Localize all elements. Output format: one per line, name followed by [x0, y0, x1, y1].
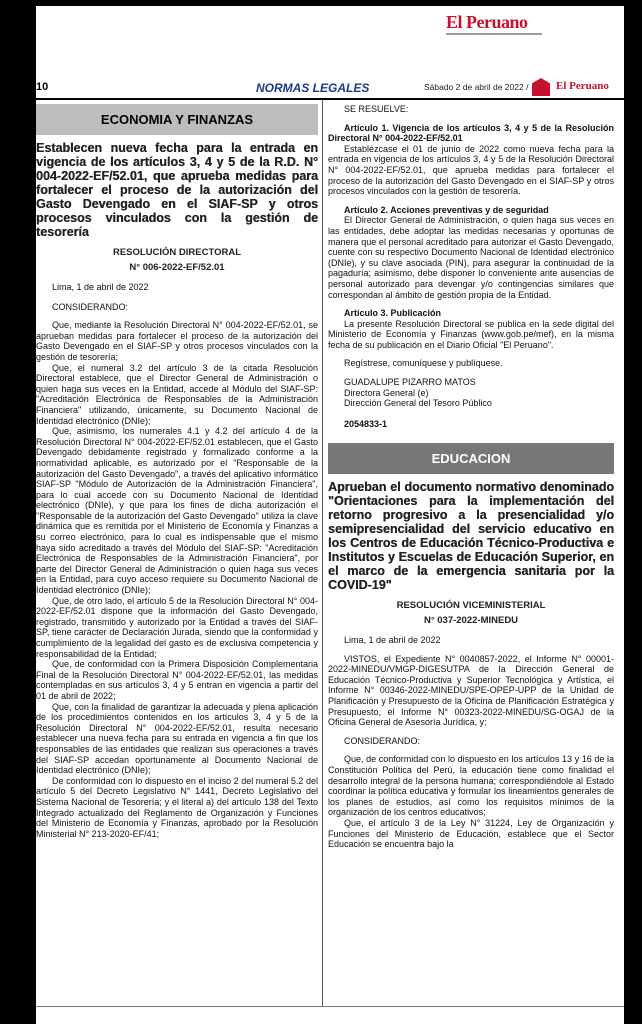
considerando-heading-educacion: CONSIDERANDO:: [344, 735, 421, 746]
left-column: [36, 104, 318, 839]
considerando-heading: CONSIDERANDO:: [52, 301, 129, 312]
place-date-educacion: Lima, 1 de abril de 2022: [344, 635, 441, 646]
section-bar-educacion: EDUCACION: [328, 443, 614, 474]
article-3-text: La presente Resolución Directoral se publica en la sede digital del Ministerio de Economía y Finanzas (www.gob.pe/mef), en la misma fecha de su publicación en el Diario Oficial "El Peruano".: [328, 318, 614, 350]
section-bar-economia: ECONOMIA Y FINANZAS: [36, 104, 318, 135]
paragraph: Que, mediante la Resolución Directoral N° 004-2022-EF/52.01, se aprueban medidas para fortalecer el proceso de la autorización del Gasto Devengado en el SIAF-SP y otros procesos vinculados con la gestión de tesorería;: [36, 320, 318, 362]
vistos-paragraph: VISTOS, el Expediente N° 0040857-2022, el Informe N° 00001-2022-MINEDU/VMGP-DIGESUTPA de la Dirección General de Educación Técnico-Productiva y Superior Tecnológica y Artística, el Informe N° 00346-2022-MINEDU/SPE-OPEP-UPP de la Unidad de Planificación y Presupuesto de la Oficina de Planificación Estratégica y Presupuesto, el Informe N° 00323-2022-MINEDU/SG-OGAJ de la Oficina General de Asesoría Jurídica, y;: [328, 653, 614, 728]
paragraph: Que, de conformidad con lo dispuesto en los artículos 13 y 16 de la Constitución Política del Perú, la educación tiene como finalidad el desarrollo integral de la persona humana; correspondiéndole al Estado coordinar la política educativa y formular los lineamientos generales de los planes de estudios, así como los requisitos mínimos de la organización de los centros educativos;: [328, 754, 614, 818]
page-header: [36, 78, 624, 98]
masthead-underline: [446, 33, 542, 35]
footer-divider: [36, 1006, 624, 1007]
paragraph: De conformidad con lo dispuesto en el inciso 2 del numeral 5.2 del artículo 5 del Decreto Legislativo N° 1441, Decreto Legislativo del Sistema Nacional de Tesorería; y el literal a) del artículo 138 del Texto Integrado actualizado del Reglamento de Organización y Funciones del Ministerio de Economía y Finanzas, aprobado por la Resolución Ministerial N° 213-2020-EF/41;: [36, 775, 318, 839]
crest-icon: [532, 78, 550, 96]
column-divider: [322, 100, 323, 1006]
resolution-number-educacion: N° 037-2022-MINEDU: [423, 615, 519, 627]
place-date: Lima, 1 de abril de 2022: [52, 282, 149, 292]
masthead-logo: El Peruano: [446, 12, 528, 32]
paragraph: Que, el numeral 3.2 del artículo 3 de la citada Resolución Directoral establece, que el Director General de Administración o quien haga sus veces en la Entidad, accede al Módulo del SIAF-SP: "Acreditación Electrónica de Responsables de la Administración Financiera" utilizando, únicamente, su Documento Nacional de Identidad electrónico (DNIe);: [36, 362, 318, 426]
scan-border-right: [624, 0, 642, 1024]
signer-office: Dirección General del Tesoro Público: [344, 398, 492, 409]
header-date: Sábado 2 de abril de 2022 /: [424, 82, 529, 92]
document-code: 2054833-1: [344, 418, 388, 429]
header-divider: [36, 98, 624, 100]
resolution-number: N° 006-2022-EF/52.01: [129, 262, 225, 273]
right-column: [328, 104, 614, 850]
article-2-text: El Director General de Administración, o quien haga sus veces en las entidades, debe adoptar las medidas necesarias y oportunas de manera que el personal acreditado para autorizar el Gasto Devengado, cuente con su respectivo Documento Nacional de Identidad electrónico (DNIe), y su clave asociada (PIN), para asegurar la continuidad de la pagaduría; asimismo, debe disponer lo conveniente ante ausencias de personal autorizado para devengar y/o contingencias similares que correspondan al ámbito de gestión propia de la Entidad.: [328, 215, 614, 300]
signer-role: Directora General (e): [344, 387, 429, 398]
paragraph: Que, de otro lado, el artículo 5 de la Resolución Directoral N° 004-2022-EF/52.01 dispone que la información del Gasto Devengado, registrado, transmitido y autorizado por la Entidad a través del SIAF-SP, tiene carácter de Declaración Jurada, siendo que la conformidad y cumplimiento de la legalidad del gasto es de exclusiva competencia y responsabilidad de la Entidad;: [36, 595, 318, 659]
article-3-title: Artículo 3. Publicación: [344, 308, 442, 319]
resolution-title-educacion: RESOLUCIÓN VICEMINISTERIAL: [396, 600, 546, 612]
article-1-title: Artículo 1. Vigencia de los artículos 3, 4 y 5 de la Resolución Directoral N° 004-2022-EF/52.01: [328, 122, 614, 144]
article-headline: Establecen nueva fecha para la entrada en vigencia de los artículos 3, 4 y 5 de la R.D. N° 004-2022-EF/52.01, que aprueba medidas para fortalecer el proceso de la autorización del Gasto Devengado en el SIAF-SP y otros procesos vinculados con la gestión de tesorería: [36, 141, 318, 239]
article-2-title: Artículo 2. Acciones preventivas y de seguridad: [344, 204, 549, 215]
section-title: NORMAS LEGALES: [256, 81, 370, 95]
page-number: 10: [36, 81, 49, 93]
resolution-title: RESOLUCIÓN DIRECTORAL: [112, 247, 242, 258]
closing-formula: Regístrese, comuníquese y publíquese.: [344, 358, 503, 369]
signer-name: GUADALUPE PIZARRO MATOS: [344, 377, 476, 388]
paragraph: Que, asimismo, los numerales 4.1 y 4.2 del artículo 4 de la Resolución Directoral N° 004-2022-EF/52.01 establecen, que el Gasto Devengado debidamente registrado y formalizado conforme a la normatividad aplicable, es autorizado por el "Responsable de la autorización del Gasto Devengado", a través del aplicativo informático SIAF-SP "Módulo de Autorización de la Administración Financiera", para lo cual accede con su Documento Nacional de Identidad electrónico (DNIe), y que para los fines de dicha autorización el "Responsable de la autorización del Gasto Devengado" utiliza la clave dinámica que es remitida por el Ministerio de Economía y Finanzas a su correo electrónico, para lo cual es indispensable que el mismo haya sido acreditado a través del Módulo del SIAF-SP: "Acreditación Electrónica de Responsables de la Administración Financiera", por parte del Director General de Administración o quien haga sus veces en la Entidad, para cuyo acceso requiere su Documento Nacional de Identidad electrónico (DNIe);: [36, 426, 318, 596]
scan-border-left: [0, 0, 36, 1024]
header-logo: El Peruano: [556, 80, 609, 92]
paragraph: Que, el artículo 3 de la Ley N° 31224, Ley de Organización y Funciones del Ministerio de Educación, establece que el Sector Educación se encuentra bajo la: [328, 817, 614, 850]
article-1-text: Establézcase el 01 de junio de 2022 como nueva fecha para la entrada en vigencia de los artículos 3, 4 y 5 de la Resolución Directoral N° 004-2022-EF/52.01, que aprueba medidas para fortalecer el proceso de la autorización del Gasto Devengado en el SIAF-SP y otros procesos vinculados con la gestión de tesorería.: [328, 143, 614, 197]
se-resuelve: SE RESUELVE:: [344, 104, 409, 114]
article-headline-educacion: Aprueban el documento normativo denominado "Orientaciones para la implementación del retorno progresivo a la presencialidad y/o semipresencialidad del servicio educativo en los Centros de Educación Técnico-Productiva e Institutos y Escuelas de Educación Superior, en el marco de la emergencia sanitaria por la COVID-19": [328, 480, 614, 593]
paragraph: Que, de conformidad con la Primera Disposición Complementaria Final de la Resolución Directoral N° 004-2022-EF/52.01, las medidas contempladas en sus artículos 3, 4 y 5 entran en vigencia a partir del 01 de abril de 2022;: [36, 659, 318, 701]
paragraph: Que, con la finalidad de garantizar la adecuada y plena aplicación de los procedimientos contenidos en los artículos 3, 4 y 5 de la Resolución Directoral N° 004-2022-EF/52.01, resulta necesario establecer una nueva fecha para su entrada en vigencia a fin que los responsables de las entidades que realizan sus operaciones a través del SIAF-SP accedan oportunamente al Documento Nacional de Identidad electrónico (DNIe);: [36, 701, 318, 776]
scan-border-top: [0, 0, 642, 6]
